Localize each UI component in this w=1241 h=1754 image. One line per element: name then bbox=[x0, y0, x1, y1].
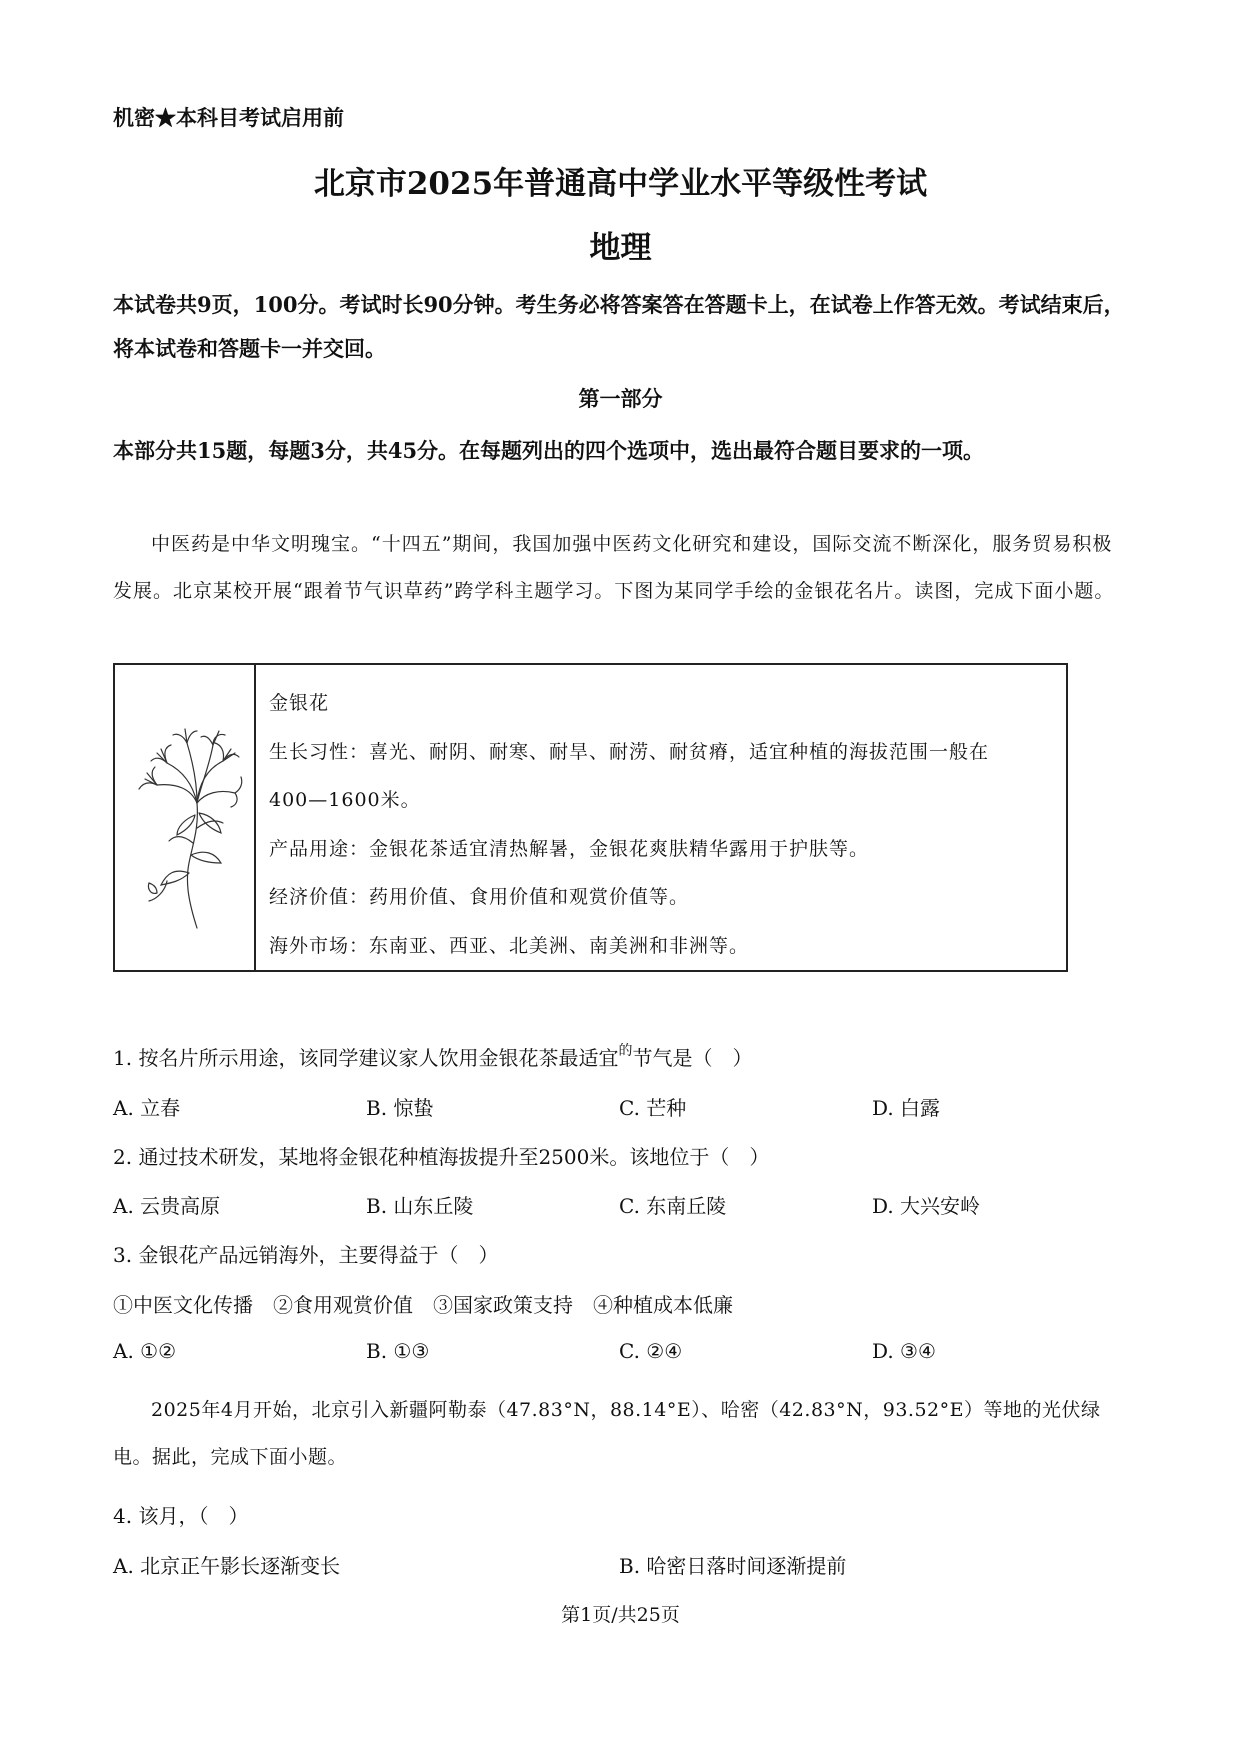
question-1-option-c[interactable]: C. 芒种 bbox=[619, 1096, 687, 1120]
question-2-stem: 2. 通过技术研发，某地将金银花种植海拔提升至2500米。该地位于（ ） bbox=[113, 1145, 770, 1169]
card-flower-name: 金银花 bbox=[269, 692, 330, 714]
question-1-text-end: 节气是（ ） bbox=[632, 1046, 753, 1070]
card-growth-habit: 生长习性：喜光、耐阴、耐寒、耐旱、耐涝、耐贫瘠，适宜种植的海拔范围一般在 bbox=[269, 740, 990, 763]
card-divider bbox=[254, 665, 256, 970]
question-3-statements: ①中医文化传播 ②食用观赏价值 ③国家政策支持 ④种植成本低廉 bbox=[113, 1293, 733, 1317]
reading-passage-2: 2025年4月开始，北京引入新疆阿勒泰（47.83°N，88.14°E）、哈密（42.83°N，93.52°E）等地的光伏绿电。据此，完成下面小题。 bbox=[113, 1399, 1101, 1468]
page-footer: 第1页/共25页 bbox=[561, 1604, 680, 1626]
question-1-option-d[interactable]: D. 白露 bbox=[872, 1096, 941, 1120]
card-product-usage: 产品用途：金银花茶适宜清热解暑，金银花爽肤精华露用于护肤等。 bbox=[269, 837, 870, 860]
question-1-option-a[interactable]: A. 立春 bbox=[113, 1096, 181, 1120]
exam-title: 北京市2025年普通高中学业水平等级性考试 bbox=[313, 166, 928, 202]
question-4-option-a[interactable]: A. 北京正午影长逐渐变长 bbox=[113, 1554, 341, 1578]
part-instructions: 本部分共15题，每题3分，共45分。在每题列出的四个选项中，选出最符合题目要求的一项。 bbox=[113, 438, 985, 463]
question-1-text: 1. 按名片所示用途，该同学建议家人饮用金银花茶最适宜 bbox=[113, 1046, 619, 1070]
question-2-option-b[interactable]: B. 山东丘陵 bbox=[366, 1194, 474, 1218]
question-2-option-a[interactable]: A. 云贵高原 bbox=[113, 1194, 221, 1218]
question-3-option-d[interactable]: D. ③④ bbox=[872, 1339, 936, 1363]
question-2-option-d[interactable]: D. 大兴安岭 bbox=[872, 1194, 981, 1218]
part-title: 第一部分 bbox=[578, 386, 663, 411]
card-overseas-market: 海外市场：东南亚、西亚、北美洲、南美洲和非洲等。 bbox=[269, 934, 750, 957]
exam-instructions: 本试卷共9页，100分。考试时长90分钟。考生务必将答案答在答题卡上，在试卷上作答无效。考试结束后，将本试卷和答题卡一并交回。 bbox=[113, 292, 1125, 361]
card-text bbox=[269, 679, 1059, 970]
question-1-sup: 的 bbox=[618, 1043, 633, 1059]
question-1-option-b[interactable]: B. 惊蛰 bbox=[366, 1096, 434, 1120]
honeysuckle-drawing-icon bbox=[127, 723, 245, 933]
subject-title: 地理 bbox=[589, 230, 652, 266]
reading-passage-1: 中医药是中华文明瑰宝。“十四五”期间，我国加强中医药文化研究和建设，国际交流不断深化，服务贸易积极发展。北京某校开展“跟着节气识草药”跨学科主题学习。下图为某同学手绘的金银花名片。读图，完成下面小题。 bbox=[113, 533, 1115, 602]
question-3-option-a[interactable]: A. ①② bbox=[113, 1339, 177, 1363]
question-3-option-c[interactable]: C. ②④ bbox=[619, 1339, 683, 1363]
card-growth-habit-cont: 400—1600米。 bbox=[269, 789, 421, 811]
honeysuckle-card bbox=[113, 663, 1068, 972]
question-4-option-b[interactable]: B. 哈密日落时间逐渐提前 bbox=[619, 1554, 847, 1578]
question-1-stem bbox=[113, 1040, 752, 1071]
card-economic-value: 经济价值：药用价值、食用价值和观赏价值等。 bbox=[269, 886, 690, 908]
confidential-notice: 机密★本科目考试启用前 bbox=[113, 105, 344, 130]
question-2-option-c[interactable]: C. 东南丘陵 bbox=[619, 1194, 727, 1218]
question-4-stem: 4. 该月，（ ） bbox=[113, 1504, 249, 1528]
question-3-stem: 3. 金银花产品远销海外，主要得益于（ ） bbox=[113, 1243, 499, 1267]
question-3-option-b[interactable]: B. ①③ bbox=[366, 1339, 430, 1363]
